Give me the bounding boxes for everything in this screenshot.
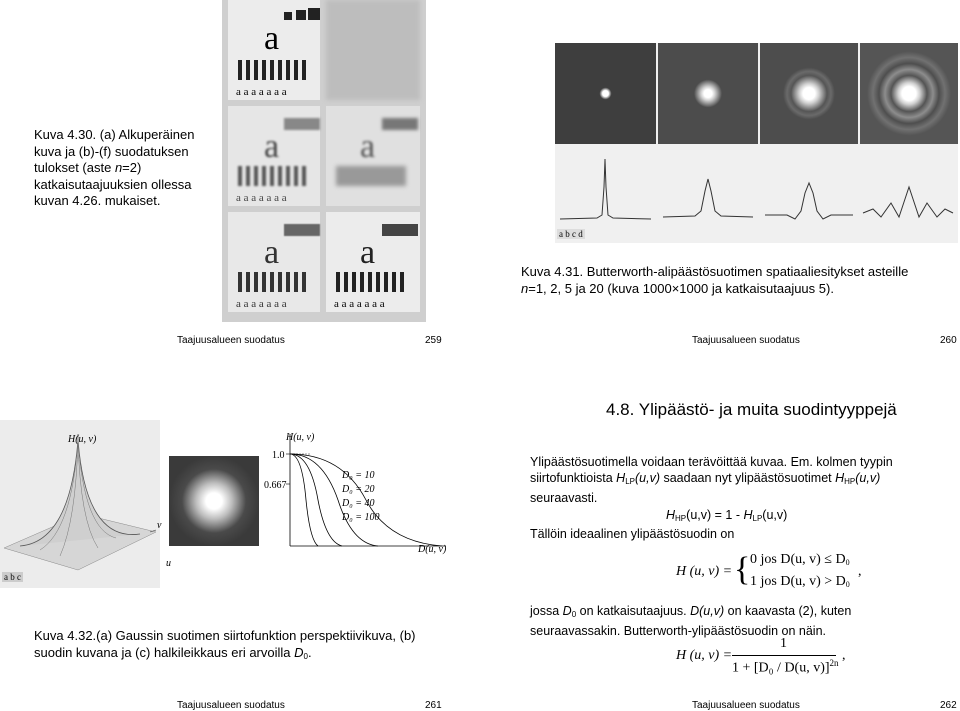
figure-caption-4-30: Kuva 4.30. (a) Alkuperäinen kuva ja (b)-(f) suodatuksen tulokset (aste n=2) katkaisutaajuuksien ollessa kuvan 4.26. mukaiset.	[34, 127, 195, 208]
eq2-comma: ,	[858, 564, 862, 579]
profile-n5	[765, 183, 853, 219]
eq2-case-1: 0 jos D(u, $v) \le D_0$	[750, 552, 850, 567]
footer-title: Taajuusalueen suodatus	[692, 335, 800, 346]
chart-xlabel: D(u, v)	[418, 544, 447, 555]
filtered-image-tile-e: a a a a a a a a	[228, 212, 320, 312]
butterworth-image-n20	[860, 43, 958, 144]
figure-4-31-panel	[555, 43, 958, 243]
legend-d0-100: D₀ = 100	[342, 512, 380, 523]
butterworth-image-n5	[760, 43, 858, 144]
legend-d0-40: D₀ = 40	[342, 498, 375, 509]
butterworth-image-n2	[658, 43, 758, 144]
page-number: 260	[940, 335, 957, 346]
eq3-denominator: 1 + [D₀ / D(u, v)]$^{2n}$	[732, 658, 839, 676]
eq3-fraction-bar	[732, 655, 836, 656]
axis-label-h: H(u, v)	[68, 434, 97, 445]
butterworth-profiles	[555, 147, 958, 231]
filtered-image-tile-f: a a a a a a a a	[326, 212, 420, 312]
eq3-comma: ,	[842, 648, 846, 663]
legend-d0-20: D₀ = 20	[342, 484, 375, 495]
filtered-image-tile-c: a a a a a a a a	[228, 106, 320, 206]
equation-ideal-highpass	[676, 552, 866, 596]
profile-n20	[863, 187, 953, 217]
profile-n2	[663, 179, 753, 217]
figure-4-32	[0, 420, 450, 588]
page-number: 261	[425, 700, 442, 711]
paragraph-2: Tällöin ideaalinen ylipäästösuodin on	[530, 527, 735, 541]
section-heading: 4.8. Ylipäästö- ja muita suodintyyppejä	[606, 400, 897, 419]
legend-d0-10: D₀ = 10	[342, 470, 375, 481]
eq2-lhs: H (u, v) =	[676, 564, 733, 579]
letter-a: a	[264, 20, 280, 57]
equation-highpass: $H_{HP}(u,v) = 1 - H_{LP}(u,v)$	[666, 508, 788, 523]
figure-caption-4-31: Kuva 4.31. Butterworth-alipäästösuotimen spatiaaliesitykset asteille n=1, 2, 5 ja 20 (kuva 1000×1000 ja katkaisutaajuus 5).	[521, 264, 909, 296]
profile-n1	[560, 159, 651, 219]
eq3-lhs: H (u, v) =	[676, 648, 733, 663]
curve-d0-20	[290, 454, 342, 546]
axis-label-u: u	[166, 558, 171, 569]
axis-label-v: v	[157, 520, 162, 531]
butterworth-image-n1	[555, 43, 656, 144]
gaussian-perspective-plot	[0, 420, 160, 588]
filtered-image-tile-b	[326, 0, 420, 100]
eq2-brace: {	[734, 551, 751, 588]
equation-butterworth-highpass	[676, 636, 856, 678]
paragraph-1: Ylipäästösuotimella voidaan terävöittää kuvaa. Em. kolmen tyypin siirtofunktioista $H_{LP}(u,v)$ saadaan nyt ylipäästösuotimet $H_{HP}(u,v)$ seuraavasti.	[530, 455, 893, 505]
eq3-numerator: 1	[780, 636, 787, 651]
eq2-case-2: 1 jos D(u, $v) > D_0$	[750, 574, 850, 589]
footer-title: Taajuusalueen suodatus	[692, 700, 800, 711]
footer-title: Taajuusalueen suodatus	[177, 335, 285, 346]
gaussian-filter-image	[169, 456, 259, 546]
tick-0667: 0.667	[264, 480, 287, 491]
filtered-image-tile-d: a	[326, 106, 420, 206]
page-number: 262	[940, 700, 957, 711]
panel-labels: a b c	[4, 572, 21, 582]
curve-d0-10	[290, 454, 318, 546]
page-number: 259	[425, 335, 442, 346]
figure-4-30-image-grid	[222, 0, 426, 322]
figure-caption-4-32: Kuva 4.32.(a) Gaussin suotimen siirtofunktion perspektiivikuva, (b) suodin kuvana ja (c) halkileikkaus eri arvoilla $D_0$.	[34, 628, 416, 661]
footer-title: Taajuusalueen suodatus	[177, 700, 285, 711]
original-image-tile: a a a a a a a a	[228, 0, 320, 100]
tick-1: 1.0	[272, 450, 285, 461]
chart-ylabel: H(u, v)	[286, 432, 315, 443]
panel-labels: a b c d	[559, 229, 583, 239]
paragraph-3: jossa $D_0$ on katkaisutaajuus. D(u,v) on kaavasta (2), kuten seuraavassakin. Butterworth-ylipäästösuodin on näin.	[530, 604, 852, 638]
